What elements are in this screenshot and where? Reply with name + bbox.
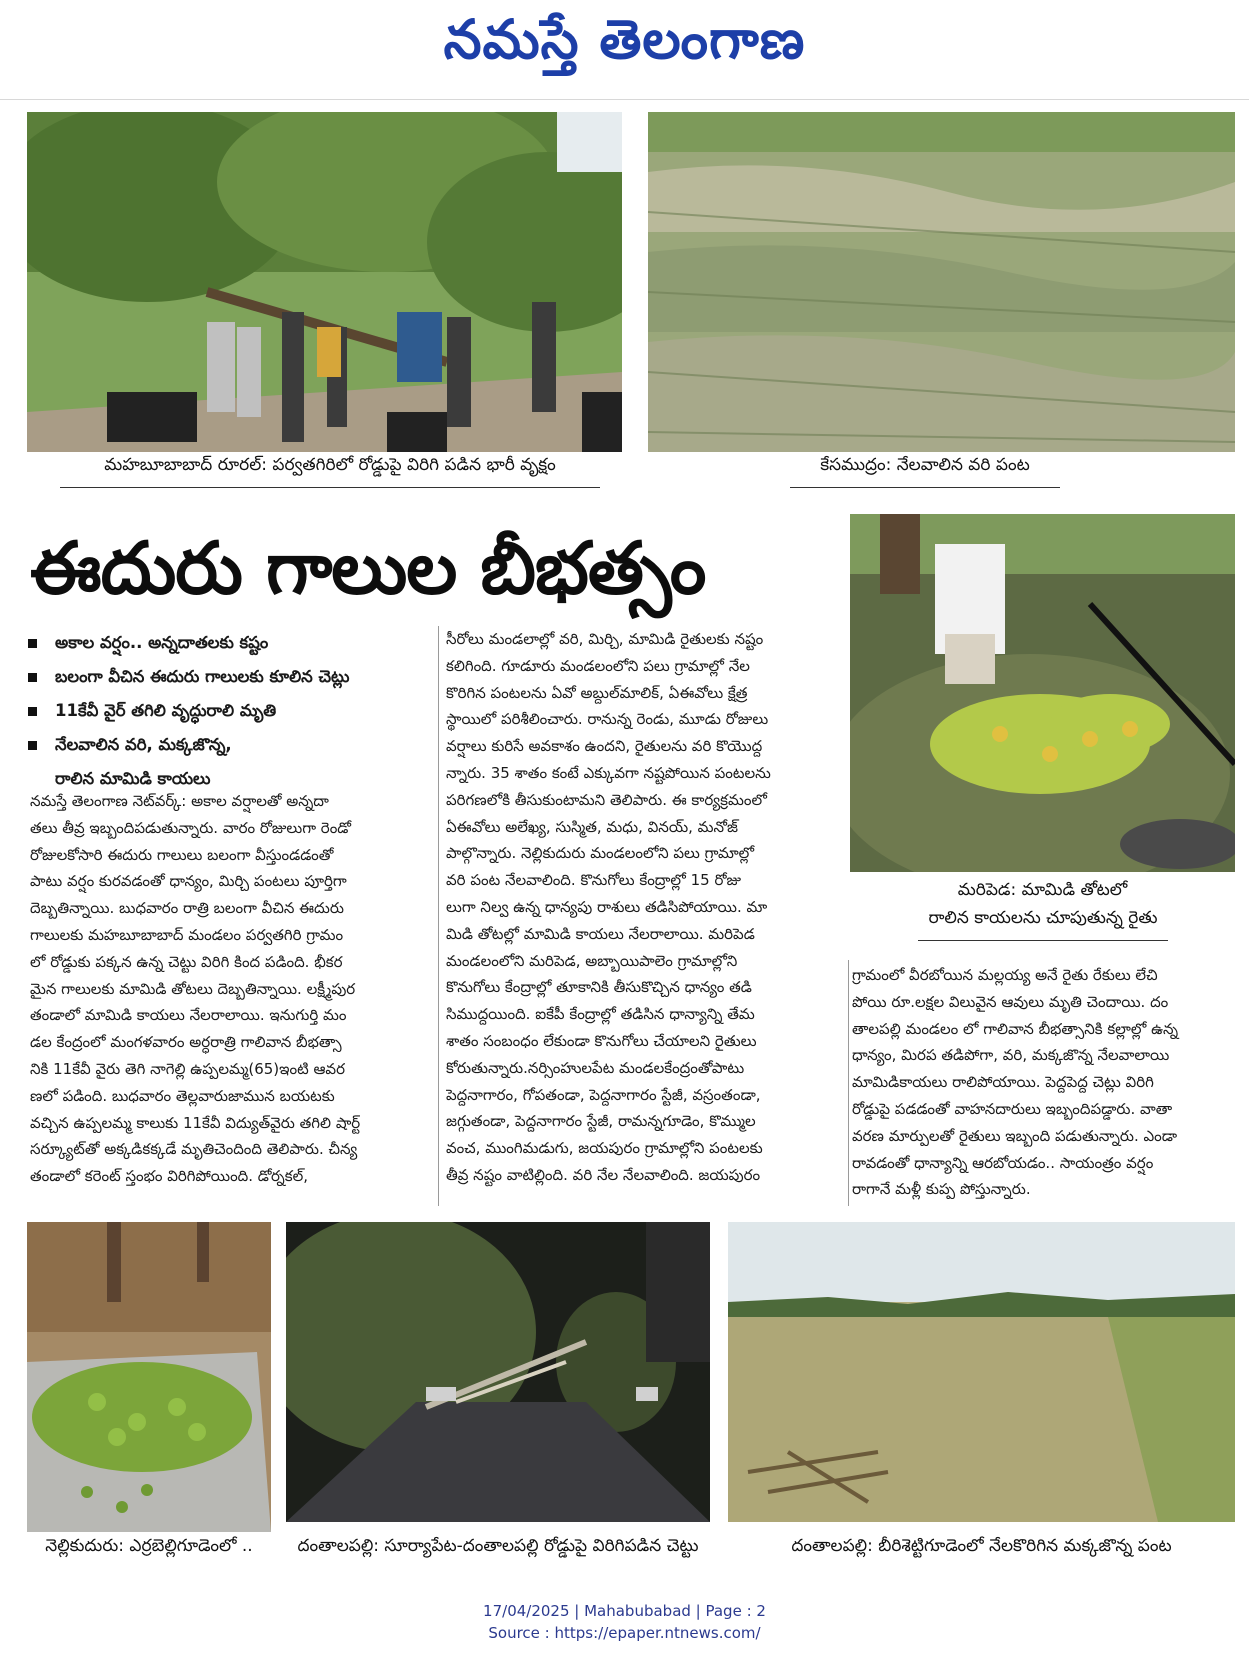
photo-tree-on-road-night: [286, 1222, 710, 1522]
caption-farmer-line2: రాలిన కాయలను చూపుతున్న రైతు: [918, 908, 1168, 941]
article-line: వచ్చిన ఉప్పలమ్మ కాలుకు 11కేవీ విద్యుత్‌వైరు తగిలి షార్ట్: [30, 1113, 361, 1132]
article-line: సర్క్యూట్‌తో అక్కడికక్కడే మృతిచెందింది తెలిపారు. చీన్య: [30, 1140, 358, 1159]
article-line: లుగా నిల్వ ఉన్న ధాన్యపు రాశులు తడిసిపోయాయి. మా: [446, 897, 768, 916]
article-line: కొరిగిన పంటలను ఏవో అబ్దుల్‌మాలిక్, ఏఈవోలు క్షేత్ర: [446, 683, 748, 702]
article-line: తీవ్ర నష్టం వాటిల్లింది. వరి నేల నేలవాలింది. జయపురం: [446, 1165, 761, 1184]
article-line: వరి పంట నేలవాలింది. కొనుగోలు కేంద్రాల్లో 15 రోజు: [446, 871, 742, 890]
bullet-square-icon: [28, 741, 37, 750]
article-line: న్నారు. 35 శాతం కంటే ఎక్కువగా నష్టపోయిన పంటలను: [446, 763, 771, 782]
highlights-list: [28, 626, 428, 796]
article-line: గ్రామంలో వీరబోయిన మల్లయ్య అనే రైతు రేకులు లేచి: [852, 966, 1158, 984]
article-line: రోడ్డుపై పడడంతో వాహనదారులు ఇబ్బందిపడ్డారు. వాతా: [852, 1099, 1173, 1118]
article-line: వంచ, ముంగిమడుగు, జయపురం గ్రామాల్లోని పంటలకు: [446, 1139, 763, 1158]
caption-tree-on-road: దంతాలపల్లి: సూర్యాపేట-దంతాలపల్లి రోడ్డుపై విరిగిపడిన చెట్టు: [297, 1536, 699, 1556]
article-line: సిముద్దయింది. ఐకేపీ కేంద్రాల్లో తడిసిన ధాన్యాన్ని తేమ: [446, 1005, 755, 1024]
article-line: పెద్దనాగారం, గోపతండా, పెద్దనాగారం స్టేజీ, వస్రంతండా,: [446, 1085, 761, 1104]
article-line: తలు తీవ్ర ఇబ్బందిపడుతున్నారు. వారం రోజులుగా రెండో: [30, 818, 352, 837]
article-line: రోజులకోసారి ఈదురు గాలులు బలంగా వీస్తుండడంతో: [30, 845, 334, 864]
article-line: సీరోలు మండలాల్లో వరి, మిర్చి, మామిడి రైతులకు నష్టం: [446, 630, 764, 648]
highlight-item-continued: రాలిన మామిడి కాయలు: [55, 769, 211, 788]
article-line: నమస్తే తెలంగాణ నెట్‌వర్క్: అకాల వర్షాలతో అన్నదా: [30, 792, 329, 810]
caption-farmer-line1: మరిపెడ: మామిడి తోటలో: [957, 880, 1128, 900]
bullet-square-icon: [28, 707, 37, 716]
article-line: పాల్గొన్నారు. నెల్లికుదురు మండలంలోని పలు గ్రామాల్లో: [446, 844, 755, 863]
article-line: కొనుగోలు కేంద్రాల్లో తూకానికి తీసుకొచ్చిన ధాన్యం తడి: [446, 978, 752, 997]
article-line: మైన గాలులకు మామిడి తోటలు దెబ్బతిన్నాయి. లక్ష్మీపుర: [30, 979, 356, 998]
highlight-item: అకాల వర్షం.. అన్నదాతలకు కష్టం: [28, 626, 428, 660]
article-line: కోరుతున్నారు.నర్సింహులపేట మండలకేంద్రంతోపాటు: [446, 1058, 745, 1077]
article-line: తండాలో కరెంట్ స్తంభం విరిగిపోయింది. డోర్నకల్,: [30, 1167, 308, 1186]
article-line: లో రోడ్డుకు పక్కన ఉన్న చెట్టు విరిగి కింద పడింది. భీకర: [30, 952, 343, 971]
article-line: ధాన్యం, మిరప తడిపోగా, వరి, మక్కజొన్న నేలవాలాయి: [852, 1046, 1170, 1065]
article-line: శాతం సంబంధం లేకుండా కొనుగోలు చేయాలని రైతులు: [446, 1031, 757, 1050]
article-line: పోయి రూ.లక్షల విలువైన ఆవులు మృతి చెందాయి. దం: [852, 992, 1169, 1011]
article-line: ఏఈవోలు అలేఖ్య, సుస్మిత, మధు, వినయ్, మనోజ్: [446, 817, 738, 836]
article-line: డల కేంద్రంలో మంగళవారం అర్ధరాత్రి గాలివాన బీభత్సా: [30, 1033, 342, 1052]
caption-flattened-paddy: కేసముద్రం: నేలవాలిన వరి పంట: [790, 455, 1060, 488]
article-line: దెబ్బతిన్నాయి. బుధవారం రాత్రి బలంగా వీచిన ఈదురు: [30, 899, 344, 918]
article-line: మండలంలోని మరిపెడ, అబ్బాయిపాలెం గ్రామాల్లోని: [446, 951, 738, 970]
footer-date-edition: 17/04/2025 | Mahabubabad | Page : 2: [483, 1602, 766, 1620]
article-line: రాగానే మళ్లీ కుప్ప పోస్తున్నారు.: [852, 1180, 1031, 1199]
article-line: గాలులకు మహబూబాబాద్ మండలం పర్వతగిరి గ్రామం: [30, 925, 344, 944]
photo-fallen-tree-road: [27, 112, 622, 452]
article-line: కలిగింది. గూడూరు మండలంలోని పలు గ్రామాల్లో నేల: [446, 656, 750, 675]
article-line: వరణ మార్పులతో రైతులు ఇబ్బంది పడుతున్నారు. ఎండా: [852, 1126, 1178, 1145]
article-line: తాలపల్లి మండలం లో గాలివాన బీభత్సానికి కల్లాల్లో ఉన్న: [852, 1019, 1179, 1038]
caption-flattened-maize: దంతాలపల్లి: బీరిశెట్టిగూడెంలో నేలకొరిగిన మక్కజొన్న పంట: [791, 1536, 1172, 1556]
article-column-1: [30, 788, 430, 1190]
article-line: మామిడికాయలు రాలిపోయాయి. పెద్దపెద్ద చెట్లు విరిగి: [852, 1073, 1154, 1092]
masthead: [0, 0, 1249, 100]
article-column-3: [852, 962, 1238, 1203]
photo-flattened-maize: [728, 1222, 1235, 1522]
photo-farmer-mangoes: [850, 514, 1235, 872]
column-divider: [438, 626, 439, 1206]
article-line: జగ్గుతండా, పెద్దనాగారం స్టేజీ, రామన్నగూడెం, కొమ్ముల: [446, 1112, 756, 1131]
article-column-2: [446, 626, 842, 1189]
photo-flattened-paddy: [648, 112, 1235, 452]
article-line: పాటు వర్షం కురవడంతో ధాన్యం, మిర్చి పంటలు పూర్తిగా: [30, 872, 347, 891]
newspaper-title: నమస్తే తెలంగాణ: [443, 8, 806, 71]
article-line: వర్షాలు కురిసే అవకాశం ఉందని, రైతులను వరి కొయొద్ద: [446, 737, 763, 756]
caption-fallen-tree: మహబూబాబాద్ రూరల్: పర్వతగిరిలో రోడ్డుపై విరిగి పడిన భారీ వృక్షం: [60, 455, 600, 488]
footer-source-link[interactable]: Source : https://epaper.ntnews.com/: [488, 1624, 761, 1642]
highlight-item: బలంగా వీచిన ఈదురు గాలులకు కూలిన చెట్లు: [28, 660, 428, 694]
column-divider: [848, 960, 849, 1206]
article-line: పరిగణలోకి తీసుకుంటామని తెలిపారు. ఈ కార్యక్రమంలో: [446, 790, 767, 809]
caption-mangoes-sheet: నెల్లికుదురు: ఎర్రబెల్లిగూడెంలో ..: [45, 1536, 253, 1556]
highlight-item: నేలవాలిన వరి, మక్కజొన్న,: [28, 728, 428, 762]
article-line: నికి 11కేవీ వైరు తెగి నాగెల్లి ఉప్పలమ్మ(65)ఇంటి ఆవర: [30, 1059, 345, 1078]
article-line: మిడి తోటల్లో మామిడి కాయలు నేలరాలాయి. మరిపెడ: [446, 924, 755, 943]
bullet-square-icon: [28, 673, 37, 682]
highlight-item: 11కేవీ వైర్ తగిలి వృద్ధురాలి మృతి: [28, 694, 428, 728]
headline: ఈదురు గాలుల బీభత్సం: [30, 526, 706, 610]
article-line: ణలో పడింది. బుధవారం తెల్లవారుజామున బయటకు: [30, 1086, 335, 1105]
bullet-square-icon: [28, 639, 37, 648]
article-line: స్థాయిలో పరిశీలించారు. రానున్న రెండు, మూడు రోజులు: [446, 710, 769, 729]
photo-mangoes-sheet: [27, 1222, 271, 1532]
article-line: రావడంతో ధాన్యాన్ని ఆరబోయడం.. సాయంత్రం వర్షం: [852, 1153, 1154, 1172]
article-line: తండాలో మామిడి కాయలు నేలరాలాయి. ఇనుగుర్తి మం: [30, 1006, 347, 1025]
